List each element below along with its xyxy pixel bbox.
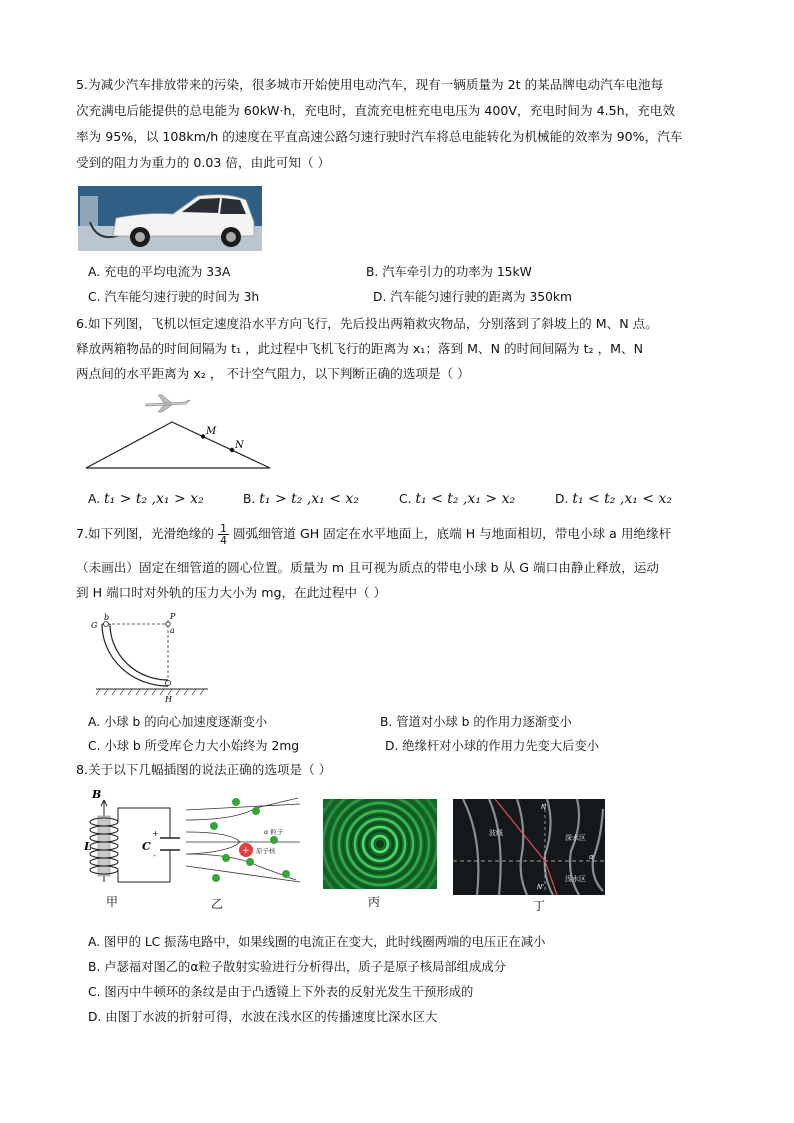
q5-stem-line-3: 率为 95%，以 108km/h 的速度在平直高速公路匀速行驶时汽车将总电能转化为机械能的效率为 90%，汽车: [76, 129, 683, 144]
newton-rings-photo: [323, 799, 437, 889]
caption-ding: 丁: [533, 899, 546, 913]
caption-jia: 甲: [106, 895, 119, 909]
q7-stem-line-1: 7.如下列图，光滑绝缘的 $\frac{1}{4}$ 圆弧细管道 GH 固定在水平地面上，底端 H 与地面相切，带电小球 a 用绝缘杆: [76, 522, 672, 547]
q8-option-b[interactable]: B. 卢瑟福对图乙的α粒子散射实验进行分析得出，质子是原子核局部组成成分: [88, 960, 506, 974]
label-normal-n-prime: N': [537, 883, 545, 891]
label-b: b: [104, 613, 110, 622]
q6-option-d[interactable]: D. t₁ < t₂ ,x₁ < x₂: [555, 491, 672, 507]
q8-option-a[interactable]: A. 图甲的 LC 振荡电路中，如果线圈的电流正在变大，此时线圈两端的电压正在减小: [88, 935, 546, 949]
arc-tube-diagram: [90, 610, 210, 705]
q5-stem-line-4: 受到的阻力为重力的 0.03 倍，由此可知（ ）: [76, 155, 331, 170]
caption-bing: 丙: [368, 895, 381, 909]
label-p: P: [170, 612, 176, 621]
label-c: C: [142, 840, 151, 853]
q7-stem-line-2: （未画出）固定在细管道的圆心位置。质量为 m 且可视为质点的带电小球 b 从 G 端口由静止释放，运动: [76, 560, 659, 575]
q7-option-b[interactable]: B. 管道对小球 b 的作用力逐渐变小: [380, 715, 572, 729]
svg-text:-: -: [153, 851, 156, 860]
label-nucleus: 原子核: [256, 847, 276, 855]
label-g: G: [91, 621, 98, 630]
electric-car-photo: [78, 186, 262, 251]
q6-stem-line-1: 6.如下列图，飞机以恒定速度沿水平方向飞行，先后投出两箱救灾物品，分别落到了斜坡上的 M、N 点。: [76, 316, 658, 331]
label-b-field: B: [92, 788, 102, 801]
label-deep-water: 深水区: [565, 834, 586, 842]
label-alpha-angle: α: [589, 853, 594, 861]
point-n-label: N: [235, 440, 244, 451]
q5-option-a[interactable]: A. 充电的平均电流为 33A: [88, 265, 231, 279]
q7-option-c[interactable]: C. 小球 b 所受库仑力大小始终为 2mg: [88, 739, 300, 753]
label-shallow-water: 浅水区: [565, 875, 586, 883]
label-h: H: [165, 695, 172, 704]
wave-refraction-photo: [453, 799, 605, 895]
q6-option-c[interactable]: C. t₁ < t₂ ,x₁ > x₂: [399, 491, 516, 507]
q6-stem-line-3: 两点间的水平距离为 x₂ ， 不计空气阻力，以下判断正确的选项是（ ）: [76, 366, 470, 381]
label-normal-n: N: [541, 803, 547, 811]
q5-stem-line-1: 5.为减少汽车排放带来的污染，很多城市开始使用电动汽车，现有一辆质量为 2t 的某品牌电动汽车电池每: [76, 77, 664, 92]
q5-stem-line-2: 次充满电后能提供的总电能为 60kW·h，充电时，直流充电桩充电电压为 400V，充电时间为 4.5h，充电效: [76, 103, 675, 118]
airplane-icon: [146, 395, 190, 412]
label-wave-line: 波线: [489, 829, 503, 837]
q8-option-c[interactable]: C. 图丙中牛顿环的条纹是由于凸透镜上下外表的反射光发生干预形成的: [88, 985, 474, 999]
label-a: a: [170, 626, 175, 635]
label-alpha-particle: α 粒子: [264, 828, 284, 836]
q5-option-d[interactable]: D. 汽车能匀速行驶的距离为 350km: [373, 290, 573, 304]
quarter-fraction: $\frac{1}{4}$: [219, 522, 227, 547]
q7-option-a[interactable]: A. 小球 b 的向心加速度逐渐变小: [88, 715, 268, 729]
svg-text:+: +: [242, 846, 250, 856]
q7-option-d[interactable]: D. 绝缘杆对小球的作用力先变大后变小: [385, 739, 600, 753]
lc-circuit-diagram: [84, 786, 182, 890]
label-l: L: [84, 840, 92, 853]
q6-option-b[interactable]: B. t₁ > t₂ ,x₁ < x₂: [243, 491, 359, 507]
q8-stem: 8.关于以下几幅插图的说法正确的选项是（ ）: [76, 762, 332, 777]
q5-option-c[interactable]: C. 汽车能匀速行驶的时间为 3h: [88, 290, 260, 304]
caption-yi: 乙: [211, 897, 224, 911]
q6-stem-line-2: 释放两箱物品的时间间隔为 t₁ ，此过程中飞机飞行的距离为 x₁；落到 M、N 的时间间隔为 t₂ ，M、N: [76, 341, 644, 356]
slope-diagram: [84, 392, 274, 472]
svg-text:+: +: [152, 829, 159, 838]
q7-stem-line-3: 到 H 端口时对外轨的压力大小为 mg，在此过程中（ ）: [76, 585, 387, 600]
q6-option-a[interactable]: A. t₁ > t₂ ,x₁ > x₂: [88, 491, 204, 507]
q5-option-b[interactable]: B. 汽车牵引力的功率为 15kW: [366, 265, 532, 279]
q8-option-d[interactable]: D. 由图丁水波的折射可得，水波在浅水区的传播速度比深水区大: [88, 1010, 438, 1024]
alpha-scattering-diagram: [186, 796, 306, 890]
point-m-label: M: [206, 426, 217, 437]
